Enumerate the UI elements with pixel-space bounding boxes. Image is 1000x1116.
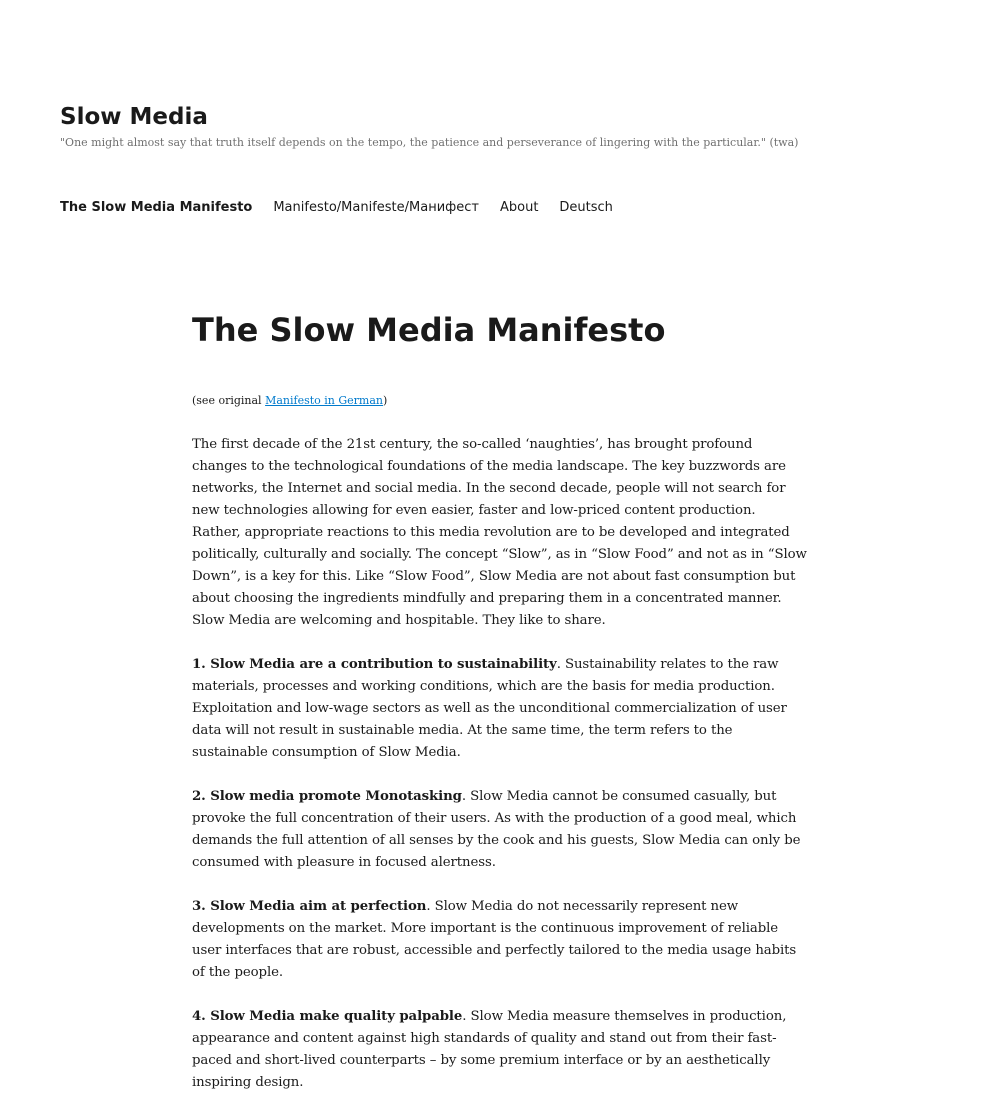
german-manifesto-link[interactable]: Manifesto in German (265, 394, 383, 407)
site-title[interactable]: Slow Media (60, 104, 208, 130)
original-note (192, 392, 808, 410)
main-navigation (60, 198, 634, 218)
nav-item-about[interactable]: About (499, 200, 539, 215)
nav-item-deutsch[interactable]: Deutsch (559, 200, 613, 215)
point-text: . Sustainability relates to the raw materials, processes and working conditions, which are the basis for media production. Exploitation and low-wage sectors as well as the unconditional commercialization of user data will not result in sustainable media. At the same time, the term refers to the sustainable consumption of Slow Media. (192, 657, 787, 760)
note-suffix: ) (383, 394, 388, 407)
point-text: . Slow Media measure themselves in production, appearance and content against high standards of quality and stand out from their fast-paced and short-lived counterparts – by some premium interface or by an aesthetically inspiring design. (192, 1009, 787, 1090)
nav-item-slow-media-manifesto[interactable]: The Slow Media Manifesto (60, 200, 253, 215)
point-heading: 1. Slow Media are a contribution to sustainability (192, 657, 557, 672)
note-prefix: (see original (192, 394, 266, 407)
site-description: "One might almost say that truth itself depends on the tempo, the patience and perseverance of lingering with the particular." (twa) (60, 136, 799, 149)
point-text: . Slow Media cannot be consumed casually, but provoke the full concentration of their users. As with the production of a good meal, which demands the full attention of all senses by the cook and his guests, Slow Media can only be consumed with pleasure in focused alertness. (192, 789, 801, 870)
site-header (60, 101, 940, 151)
manifesto-point-4 (192, 1006, 808, 1094)
intro-paragraph: The first decade of the 21st century, the so-called ‘naughties’, has brought profound changes to the technological foundations of the media landscape. The key buzzwords are networks, the Internet and social media. In the second decade, people will not search for new technologies allowing for even easier, faster and low-priced content production. Rather, appropriate reactions to this media revolution are to be developed and integrated politically, culturally and socially. The concept “Slow”, as in “Slow Food” and not as in “Slow Down”, is a key for this. Like “Slow Food”, Slow Media are not about fast consumption but about choosing the ingredients mindfully and preparing them in a concentrated manner. Slow Media are welcoming and hospitable. They like to share. (192, 437, 807, 628)
point-heading: 2. Slow media promote Monotasking (192, 789, 462, 804)
point-text: . Slow Media do not necessarily represent new developments on the market. More important is the continuous improvement of reliable user interfaces that are robust, accessible and perfectly tailored to the media usage habits of the people. (192, 899, 797, 980)
manifesto-point-2 (192, 786, 808, 874)
point-heading: 3. Slow Media aim at perfection (192, 899, 427, 914)
manifesto-point-1 (192, 654, 808, 764)
point-heading: 4. Slow Media make quality palpable (192, 1009, 463, 1024)
article-content (192, 306, 808, 1116)
nav-item-manifesto-translations[interactable]: Manifesto/Manifeste/Манифест (273, 200, 479, 215)
manifesto-point-3 (192, 896, 808, 984)
page-title: The Slow Media Manifesto (192, 311, 666, 349)
